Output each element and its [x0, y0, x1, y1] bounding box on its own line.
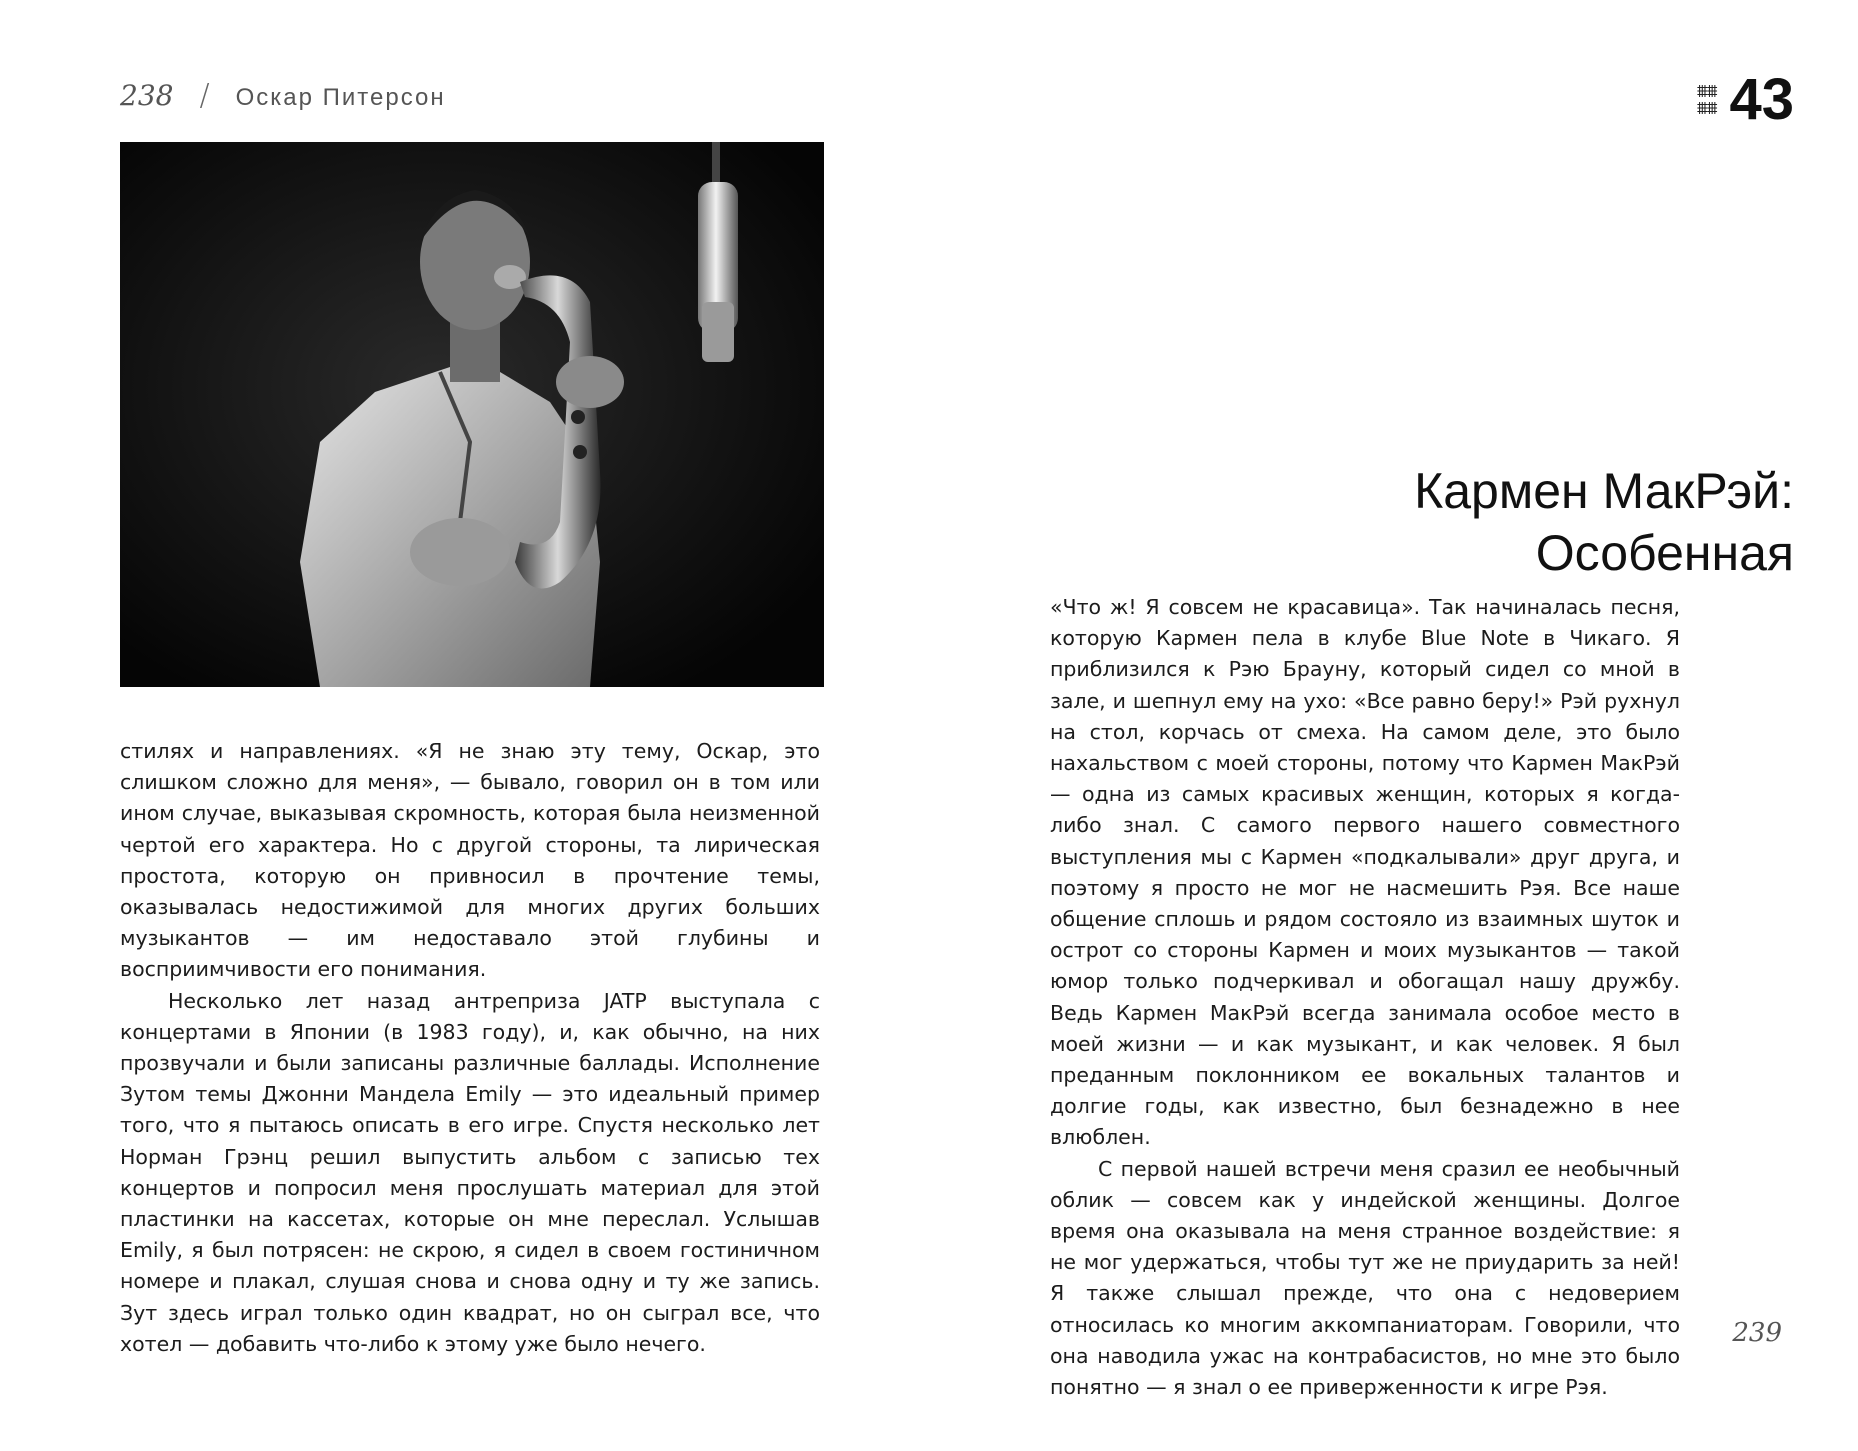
saxophonist-photo-icon — [120, 142, 824, 687]
chapter-number: 43 — [1729, 67, 1794, 132]
saxophonist-photo — [120, 142, 824, 687]
left-page-text — [120, 736, 820, 1360]
right-page-number: 239 — [1732, 1318, 1782, 1348]
paragraph: «Что ж! Я совсем не красавица». Так начиналась песня, которую Кармен пела в клубе Blue Note в Чикаго. Я приблизился к Рэю Брауну, который сидел со мной в зале, и шепнул ему на ухо: «Все равно беру!» Рэй рухнул на стол, корчась от смеха. На самом деле, это было нахальством с моей стороны, потому что Кармен МакРэй — одна из самых красивых женщин, которых я когда-либо знал. С самого первого нашего совместного выступления мы с Кармен «подкалывали» друг друга, и поэтому я просто не мог не насмешить Рэя. Все наше общение сплошь и рядом состояло из взаимных шуток и острот со стороны Кармен и моих музыкантов — такой юмор только подчеркивал и обогащал нашу дружбу. Ведь Кармен МакРэй всегда занимала особое место в моей жизни — и как музыкант, и как человек. Я был преданным поклонником ее вокальных талантов и долгие годы, как известно, был безнадежно в нее влюблен. — [1050, 595, 1680, 1150]
running-head-separator: / — [199, 78, 210, 113]
book-title: Оскар Питерсон — [235, 84, 446, 111]
paragraph: Несколько лет назад антреприза JATP выступала с концертами в Японии (в 1983 году), и, как обычно, на них прозвучали и были записаны различные баллады. Исполнение Зутом темы Джонни Мандела Emily — это идеальный пример того, что я пытаюсь описать в его игре. Спустя несколько лет Норман Грэнц решил выпустить альбом с записью тех концертов и попросил меня прослушать материал для этой пластинки на кассетах, которые он мне переслал. Услышав Emily, я был потрясен: не скрою, я сидел в своем гостиничном номере и плакал, слушая снова и снова одну и ту же запись. Зут здесь играл только один квадрат, но он сыграл все, что хотел — добавить что-либо к этому уже было нечего. — [120, 988, 820, 1356]
chapter-ornament-icon: ⩩⩩ ⩩⩩ — [1696, 80, 1717, 119]
paragraph: стилях и направлениях. «Я не знаю эту тему, Оскар, это слишком сложно для меня», — бывало, говорил он в том или ином случае, выказывая скромность, которая была неизменной чертой его характера. Но с другой стороны, та лирическая простота, которую он привносил в прочтение темы, оказывалась недостижимой для многих других больших музыкантов — им недоставало этой глубины и восприимчивости его понимания. — [120, 739, 820, 982]
left-page-number: 238 — [120, 79, 174, 112]
right-page-text — [1050, 592, 1680, 1403]
chapter-mark — [1698, 66, 1794, 133]
running-head — [120, 78, 446, 113]
chapter-title — [1414, 460, 1794, 584]
paragraph: С первой нашей встречи меня сразил ее необычный облик — совсем как у индейской женщины. Долгое время она оказывала на меня странное воздействие: я не мог удержаться, чтобы тут же не приударить за ней! Я также слышал прежде, что она с недоверием относилась ко многим аккомпаниаторам. Говорили, что она наводила ужас на контрабасистов, но мне это было понятно — я знал о ее приверженности к игре Рэя. — [1050, 1156, 1680, 1400]
right-page — [929, 0, 1858, 1451]
chapter-title-line: Кармен МакРэй: — [1414, 463, 1794, 519]
chapter-title-line: Особенная — [1535, 525, 1794, 581]
